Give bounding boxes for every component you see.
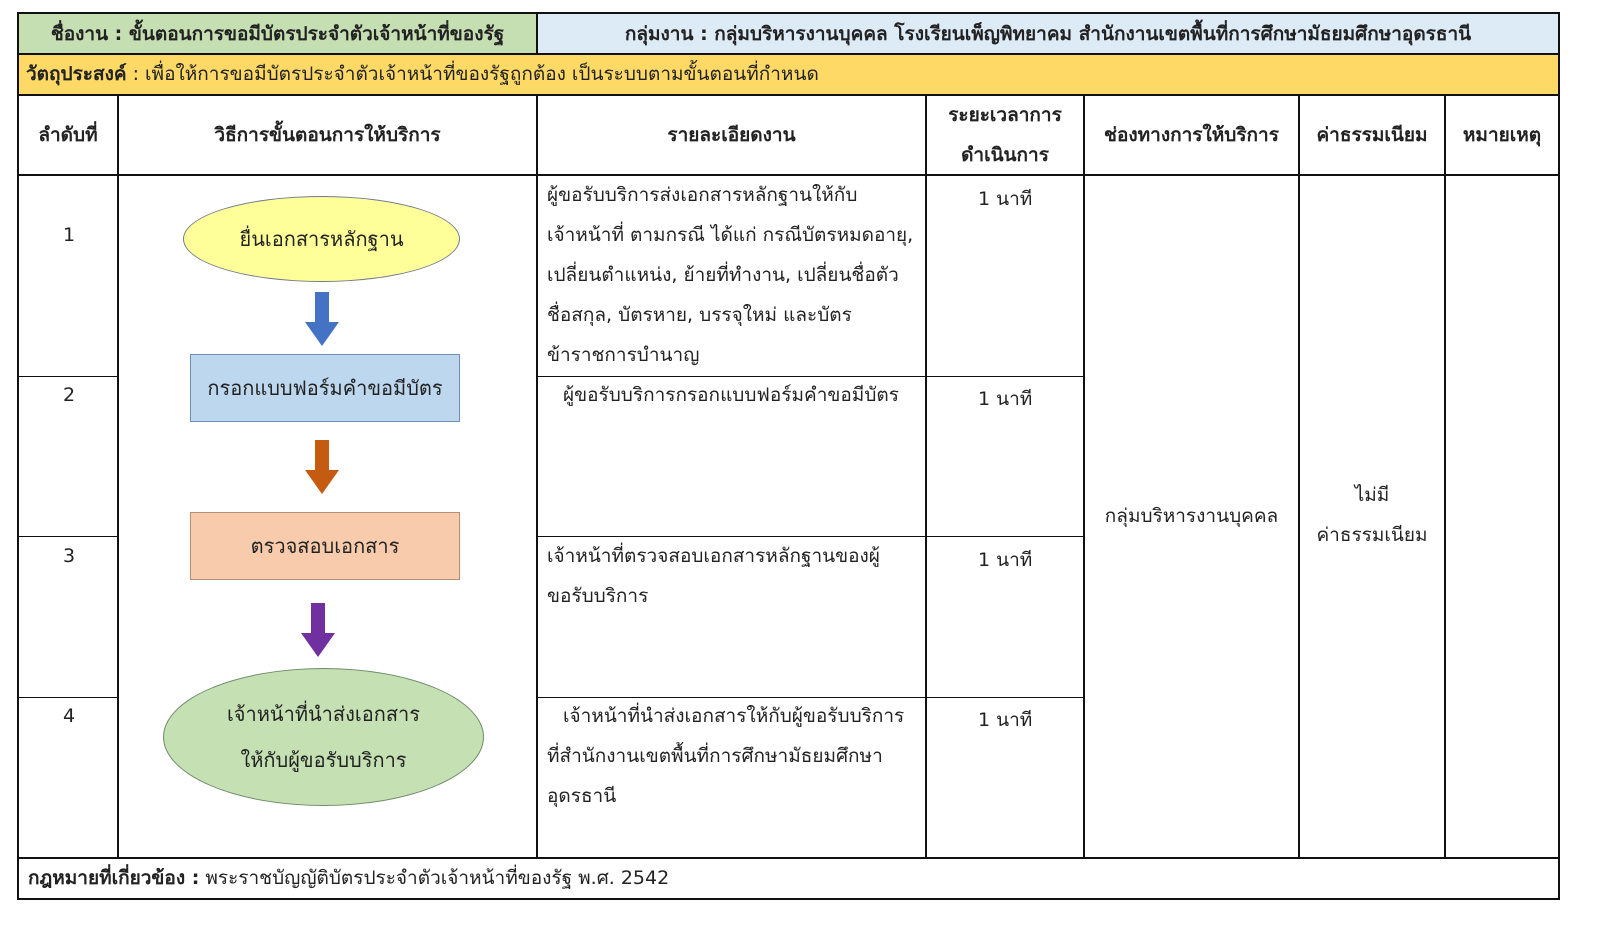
objective (26, 54, 1546, 95)
flow-step-3-label: ตรวจสอบเอกสาร (250, 534, 400, 558)
col-process: วิธีการขั้นตอนการให้บริการ (214, 124, 441, 146)
row-4-detail-line: เจ้าหน้าที่นำส่งเอกสารให้กับผู้ขอรับบริการ (563, 705, 905, 727)
grid-line (537, 536, 1084, 537)
fee-value (1299, 475, 1445, 555)
row-1-detail-line: ผู้ขอรับบริการส่งเอกสารหลักฐานให้กับ (547, 184, 858, 206)
grid-line (17, 697, 118, 698)
work-group: กลุ่มงาน : กลุ่มบริหารงานบุคคล โรงเรียนเพ็ญพิทยาคม สำนักงานเขตพื้นที่การศึกษามัธยมศึกษาอุดรธานี (624, 22, 1472, 45)
fee-value-l2: ค่าธรรมเนียม (1316, 524, 1428, 546)
grid-line (17, 174, 1560, 176)
related-law (28, 858, 1548, 898)
row-2-detail (563, 375, 923, 415)
col-channel: ช่องทางการให้บริการ (1104, 124, 1279, 146)
law-label: กฎหมายที่เกี่ยวข้อง : (28, 867, 200, 889)
grid-line (17, 53, 1560, 55)
row-1-detail (547, 175, 922, 375)
col-duration-l1: ระยะเวลาการ (948, 104, 1062, 126)
row-3-detail-line: ขอรับบริการ (547, 585, 649, 607)
row-4-detail-line: อุดรธานี (547, 785, 617, 807)
col-fee: ค่าธรรมเนียม (1316, 124, 1428, 146)
row-4-duration: 1 นาที (978, 709, 1033, 731)
objective-label: วัตถุประสงค์ (26, 63, 127, 85)
row-2-detail-line: ผู้ขอรับบริการกรอกแบบฟอร์มคำขอมีบัตร (563, 384, 899, 406)
job-label: ชื่องาน : (50, 22, 123, 45)
grid-line (17, 12, 19, 900)
row-4-detail-line: ที่สำนักงานเขตพื้นที่การศึกษามัธยมศึกษา (547, 745, 883, 767)
row-1-detail-line: เปลี่ยนตำแหน่ง, ย้ายที่ทำงาน, เปลี่ยนชื่อตัว (547, 264, 899, 286)
fee-value-l1: ไม่มี (1354, 484, 1390, 506)
arrow-down-orange-icon (305, 440, 339, 494)
flow-step-4-label-l1: เจ้าหน้าที่นำส่งเอกสาร (226, 702, 421, 726)
law-text: พระราชบัญญัติบัตรประจำตัวเจ้าหน้าที่ของรัฐ พ.ศ. 2542 (199, 867, 670, 889)
arrow-down-blue-icon (305, 292, 339, 346)
flow-step-4-label-l2: ให้กับผู้ขอรับบริการ (240, 748, 407, 772)
grid-line (536, 95, 538, 858)
service-channel: กลุ่มบริหารงานบุคคล (1104, 505, 1279, 527)
objective-text: : เพื่อให้การขอมีบัตรประจำตัวเจ้าหน้าที่ของรัฐถูกต้อง เป็นระบบตามขั้นตอนที่กำหนด (126, 63, 819, 85)
col-duration-l2: ดำเนินการ (961, 144, 1049, 166)
job-name-text: ขั้นตอนการขอมีบัตรประจำตัวเจ้าหน้าที่ของรัฐ (128, 22, 505, 45)
grid-line (536, 12, 538, 54)
grid-line (17, 94, 1560, 96)
col-remark: หมายเหตุ (1462, 124, 1542, 146)
flow-step-3-box (190, 512, 460, 580)
arrow-down-purple-icon (301, 603, 335, 657)
row-2-duration: 1 นาที (978, 388, 1033, 410)
row-1-detail-line: ชื่อสกุล, บัตรหาย, บรรจุใหม่ และบัตร (547, 304, 852, 326)
flow-step-2-label: กรอกแบบฟอร์มคำขอมีบัตร (207, 376, 443, 400)
row-3-duration: 1 นาที (978, 549, 1033, 571)
grid-line (1444, 95, 1446, 858)
flow-step-4-oval (163, 668, 484, 806)
col-order: ลำดับที่ (38, 124, 98, 146)
grid-line (17, 898, 1560, 900)
grid-line (1083, 95, 1085, 858)
flow-step-1-oval (183, 196, 460, 282)
col-duration (926, 95, 1084, 175)
grid-line (1558, 12, 1560, 900)
flow-step-2-box (190, 354, 460, 422)
row-2-number: 2 (63, 384, 76, 406)
row-1-detail-line: เจ้าหน้าที่ ตามกรณี ได้แก่ กรณีบัตรหมดอายุ, (547, 224, 914, 246)
grid-line (925, 95, 927, 858)
grid-line (17, 536, 118, 537)
grid-line (17, 12, 1560, 14)
col-detail: รายละเอียดงาน (667, 124, 796, 146)
row-3-number: 3 (63, 545, 76, 567)
row-1-detail-line: ข้าราชการบำนาญ (547, 344, 700, 366)
row-1-number: 1 (63, 224, 76, 246)
grid-line (17, 376, 118, 377)
grid-line (537, 376, 1084, 377)
row-4-number: 4 (63, 705, 76, 727)
grid-line (117, 95, 119, 858)
row-4-detail (547, 696, 922, 816)
row-3-detail (547, 536, 922, 616)
row-1-duration: 1 นาที (978, 188, 1033, 210)
row-3-detail-line: เจ้าหน้าที่ตรวจสอบเอกสารหลักฐานของผู้ (547, 545, 880, 567)
grid-line (17, 857, 1560, 859)
grid-line (1298, 95, 1300, 858)
flow-step-1-label: ยื่นเอกสารหลักฐาน (239, 227, 404, 251)
job-name (18, 13, 537, 54)
grid-line (537, 697, 1084, 698)
